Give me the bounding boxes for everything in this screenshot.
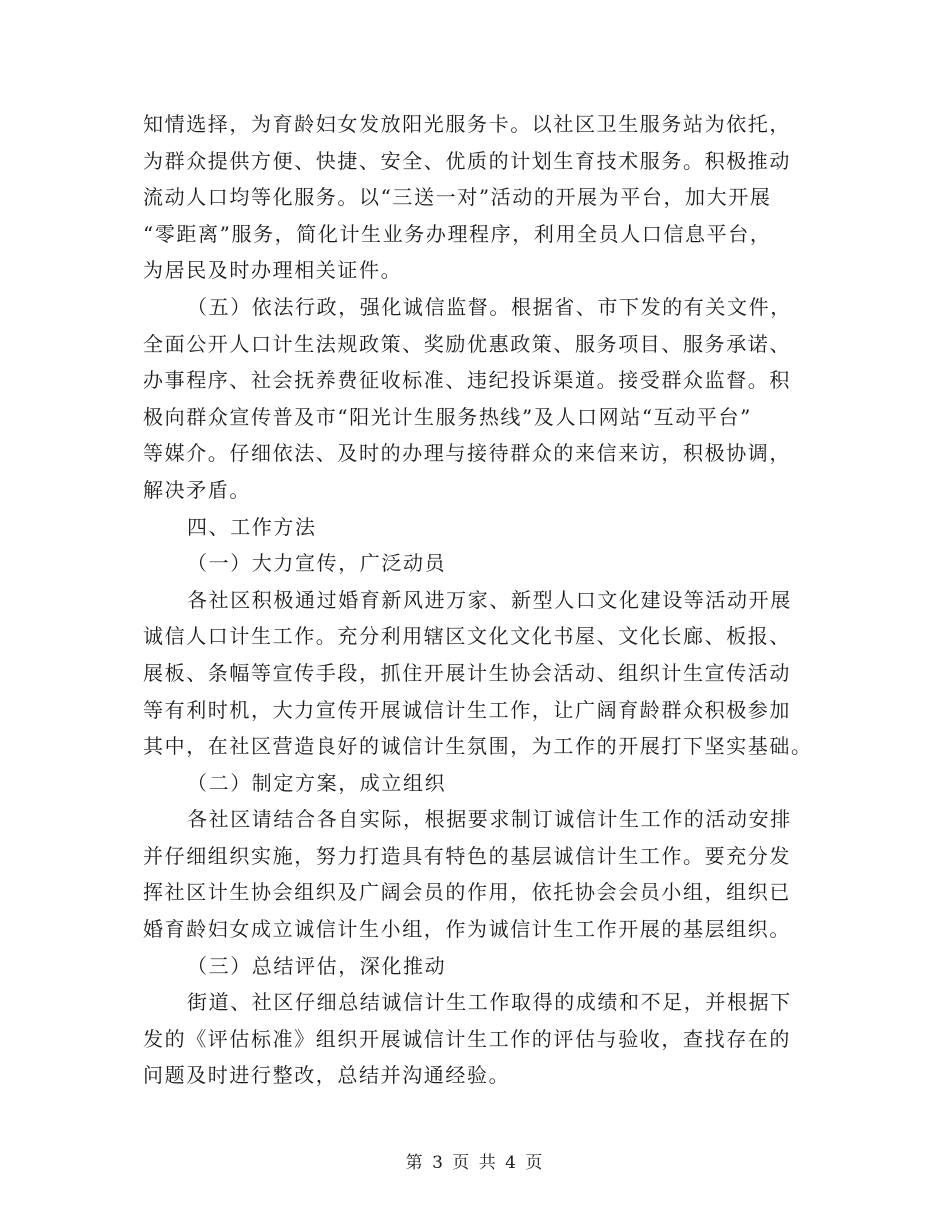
text-line: 为群众提供方便、快捷、安全、优质的计划生育技术服务。积极推动 [143,148,791,173]
text-line: （五）依法行政，强化诚信监督。根据省、市下发的有关文件， [187,294,792,319]
text-line: 诚信人口计生工作。充分利用辖区文化文化书屋、文化长廊、板报、 [143,624,791,649]
text-line: 并仔细组织实施，努力打造具有特色的基层诚信计生工作。要充分发 [143,843,791,868]
text-line: 等媒介。仔细依法、及时的办理与接待群众的来信来访，积极协调， [143,441,791,466]
text-line: 知情选择，为育龄妇女发放阳光服务卡。以社区卫生服务站为依托， [143,112,791,136]
text-line: “零距离”服务，简化计生业务办理程序，利用全员人口信息平台， [143,221,772,246]
text-line: 街道、社区仔细总结诚信计生工作取得的成绩和不足，并根据下 [187,990,792,1015]
text-line: （三）总结评估，深化推动 [187,953,447,978]
text-line: 为居民及时办理相关证件。 [143,258,403,283]
text-line: 极向群众宣传普及市“阳光计生服务热线”及人口网站“互动平台” [143,404,752,429]
text-line: 流动人口均等化服务。以“三送一对”活动的开展为平台，加大开展 [143,185,772,210]
text-line: 等有利时机，大力宣传开展诚信计生工作，让广阔育龄群众积极参加 [143,697,791,722]
page-footer: 第 3 页 共 4 页 [405,1153,545,1173]
text-line: 展板、条幅等宣传手段，抓住开展计生协会活动、组织计生宣传活动 [143,660,791,685]
text-line: （一）大力宣传，广泛动员 [187,551,447,576]
document-body [143,106,811,1094]
text-line: 办事程序、社会抚养费征收标准、违纪投诉渠道。接受群众监督。积 [143,368,791,393]
text-line: 其中，在社区营造良好的诚信计生氛围，为工作的开展打下坚实基础。 [143,734,813,759]
text-line: 全面公开人口计生法规政策、奖励优惠政策、服务项目、服务承诺、 [143,331,791,356]
text-line: 挥社区计生协会组织及广阔会员的作用，依托协会会员小组，组织已 [143,880,791,905]
text-line: 问题及时进行整改，总结并沟通经验。 [143,1063,511,1088]
text-line: 四、工作方法 [187,514,317,539]
text-line: 发的《评估标准》组织开展诚信计生工作的评估与验收，查找存在的 [143,1026,791,1051]
text-line: 婚育龄妇女成立诚信计生小组，作为诚信计生工作开展的基层组织。 [143,917,791,942]
text-line: 解决矛盾。 [143,477,251,502]
text-line: 各社区积极通过婚育新风进万家、新型人口文化建设等活动开展 [187,587,792,612]
text-line: （二）制定方案，成立组织 [187,770,447,795]
text-line: 各社区请结合各自实际，根据要求制订诚信计生工作的活动安排 [187,807,792,832]
